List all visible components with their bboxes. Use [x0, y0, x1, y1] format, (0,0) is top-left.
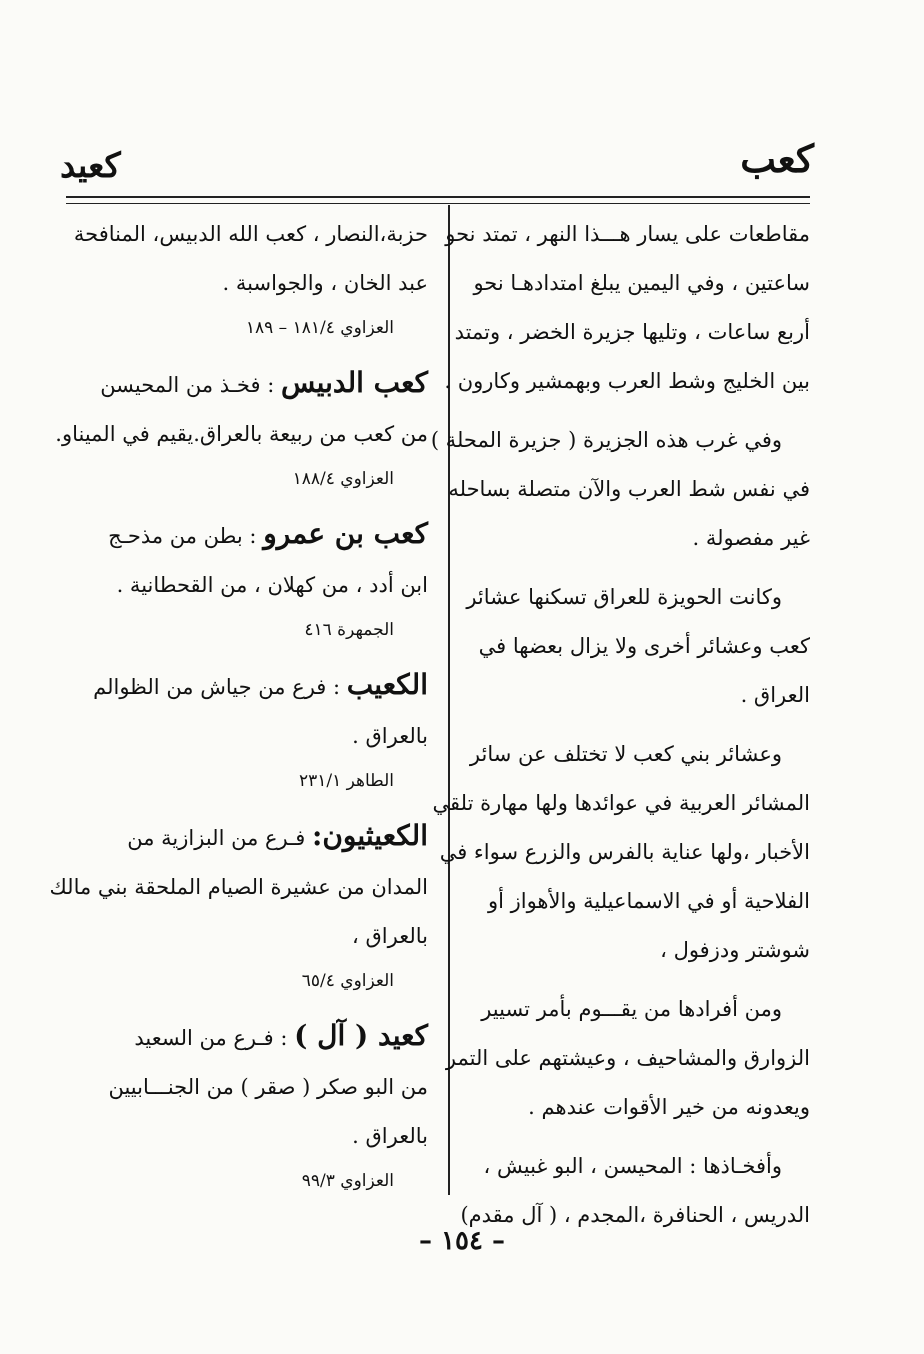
header-rule-thick [66, 196, 810, 198]
dictionary-entry [73, 210, 428, 348]
dictionary-entry [82, 1011, 428, 1201]
text-line: بالعراق ، [352, 924, 428, 948]
text-line: وعشائر بني كعب لا تختلف عن سائر [469, 742, 782, 766]
text-line: أربع ساعات ، وتليها جزيرة الخضر ، وتمتد [454, 320, 810, 344]
text-line: في نفس شط العرب والآن متصلة بساحله [448, 477, 810, 501]
left-column [49, 210, 428, 1211]
dictionary-entry [82, 509, 428, 650]
text-line: بالعراق . [352, 1124, 428, 1148]
source-reference: الجمهرة ٤١٦ [304, 620, 394, 640]
text-line: وأفخـاذها : المحيسن ، البو غبيش ، [483, 1154, 782, 1178]
entry-headword: كعب الدبيس [280, 366, 428, 399]
entry-headword: الكعيب [346, 668, 428, 701]
text-line: العراق . [740, 683, 810, 707]
text-line: كعب وعشائر أخرى ولا يزال بعضها في [478, 634, 810, 658]
entry-first-line [82, 358, 428, 410]
text-line: المشائر العربية في عوائدها ولها مهارة تلقي [432, 791, 810, 815]
paragraph [430, 416, 810, 563]
text-line: وفي غرب هذه الجزيرة ( جزيرة المحلة ) [430, 428, 782, 452]
text-line: ومن أفرادها من يقـــوم بأمر تسيير [481, 997, 782, 1021]
text-line: ابن أدد ، من كهلان ، من القحطانية . [116, 573, 428, 597]
entry-definition-start: : فـرع من السعيد [134, 1026, 288, 1050]
entry-definition-start: : فرع من جياش من الظوالم [93, 675, 341, 699]
paragraph [445, 985, 810, 1132]
header-rule-thin [66, 203, 810, 204]
text-line: ويعدونه من خير الأقوات عندهم . [528, 1095, 810, 1119]
source-reference: العزاوي ١٨٨/٤ [292, 469, 394, 489]
text-line: بالعراق . [352, 724, 428, 748]
dictionary-entry [82, 660, 428, 801]
text-line: الدريس ، الحنافرة ،المجدم ، ( آل مقدم) [460, 1203, 810, 1227]
entry-first-line [82, 1011, 428, 1063]
paragraph [444, 210, 810, 406]
dictionary-entry [55, 358, 428, 499]
entry-definition-start: فـرع من البزازية من [127, 826, 306, 850]
text-line: مقاطعات على يسار هـــذا النهر ، تمتد نحو [445, 222, 810, 246]
text-line: وكانت الحويزة للعراق تسكنها عشائر [466, 585, 782, 609]
entry-first-line [82, 660, 428, 712]
header-right-keyword: كعب [740, 136, 814, 181]
entry-first-line [82, 509, 428, 561]
source-reference: العزاوي ٦٥/٤ [301, 971, 394, 991]
page-header [60, 136, 814, 196]
text-line: ساعتين ، وفي اليمين يبلغ امتدادهـا نحو [473, 271, 810, 295]
entry-headword: كعب بن عمرو [263, 517, 428, 550]
entry-headword: كعيد ( آل ) [294, 1019, 428, 1052]
text-line: حزبة،النصار ، كعب الله الدبيس، المنافحة [73, 222, 428, 246]
text-line: الزوارق والمشاحيف ، وعيشتهم على التمر [445, 1046, 810, 1070]
text-line: الأخبار ،ولها عناية بالفرس والزرع سواء في [439, 840, 810, 864]
text-line: شوشتر ودزفول ، [660, 938, 810, 962]
entry-definition-start: : بطن من مذحـج [108, 524, 257, 548]
text-line: غير مفصولة . [692, 526, 810, 550]
source-reference: العزاوي ٩٩/٣ [301, 1171, 394, 1191]
dictionary-entry [49, 811, 428, 1001]
text-line: الفلاحية أو في الاسماعيلية والأهواز أو [487, 889, 810, 913]
paragraph [432, 730, 810, 975]
text-line: بين الخليج وشط العرب وبهمشير وكارون . [444, 369, 810, 393]
header-left-keyword: كعيد [60, 146, 121, 186]
source-reference: العزاوي ١٨١/٤ – ١٨٩ [245, 318, 394, 338]
text-line: من كعب من ربيعة بالعراق.يقيم في الميناو. [55, 422, 428, 446]
paragraph [466, 573, 810, 720]
text-line: من البو صكر ( صقر ) من الجنـــابيين [108, 1075, 428, 1099]
text-line: المدان من عشيرة الصيام الملحقة بني مالك [49, 875, 428, 899]
entry-headword: الكعيثيون: [312, 819, 428, 852]
source-reference: الطاهر ٢٣١/١ [298, 771, 394, 791]
entry-first-line [82, 811, 428, 863]
text-line: عبد الخان ، والجواسبة . [222, 271, 428, 295]
entry-definition-start: : فخـذ من المحيسن [100, 373, 275, 397]
page-number: – ١٥٤ – [418, 1226, 506, 1256]
